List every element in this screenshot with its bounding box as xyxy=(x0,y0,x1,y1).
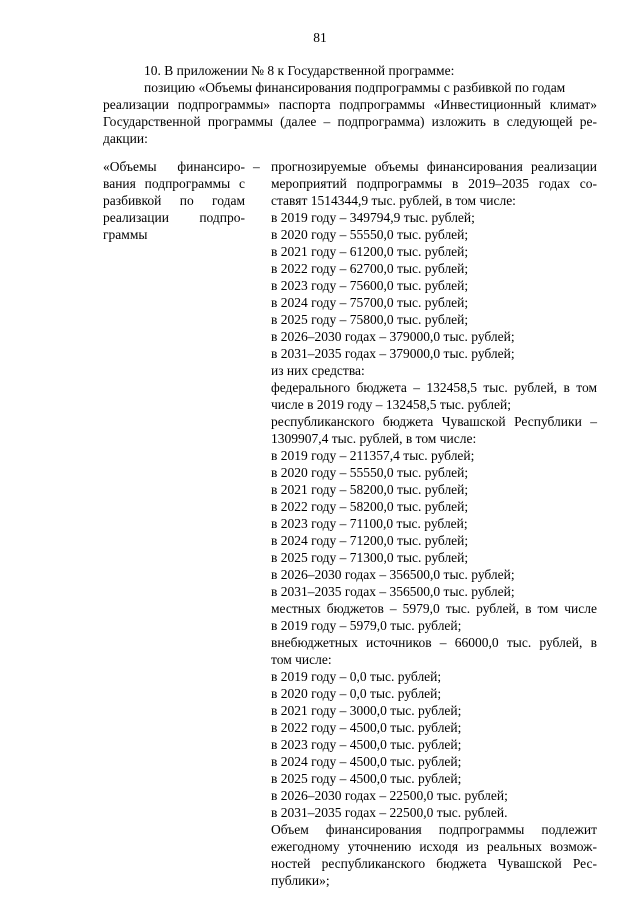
content-line: в 2021 году – 58200,0 тыс. рублей; xyxy=(271,482,469,497)
content-line: федерального бюджета – 132458,5 тыс. рублей, в том xyxy=(271,380,597,395)
intro-line-1: позицию «Объемы финансирования подпрограммы с разбивкой по годам xyxy=(144,80,566,95)
content-line: в 2025 году – 75800,0 тыс. рублей; xyxy=(271,312,469,327)
content-line: из них средства: xyxy=(271,363,365,378)
content-line: в 2022 году – 58200,0 тыс. рублей; xyxy=(271,499,469,514)
content-line: в 2025 году – 71300,0 тыс. рублей; xyxy=(271,550,469,565)
separator-dash: – xyxy=(253,159,260,174)
content-line: в 2020 году – 55550,0 тыс. рублей; xyxy=(271,227,469,242)
content-line: в 2019 году – 5979,0 тыс. рублей; xyxy=(271,618,462,633)
content-line: в 2026–2030 годах – 356500,0 тыс. рублей; xyxy=(271,567,515,582)
content-line: в 2021 году – 3000,0 тыс. рублей; xyxy=(271,703,462,718)
content-line: в 2019 году – 0,0 тыс. рублей; xyxy=(271,669,442,684)
passport-position-content xyxy=(271,158,597,889)
content-line: ностей республиканского бюджета Чувашской Рес- xyxy=(271,856,597,871)
content-line: республиканского бюджета Чувашской Республики – xyxy=(271,414,597,429)
amendment-item-heading: 10. В приложении № 8 к Государственной программе: xyxy=(144,63,455,78)
content-line: в 2021 году – 61200,0 тыс. рублей; xyxy=(271,244,469,259)
content-line: в 2019 году – 211357,4 тыс. рублей; xyxy=(271,448,475,463)
label-line-3: разбивкой по годам xyxy=(103,193,245,208)
content-line: в 2020 году – 0,0 тыс. рублей; xyxy=(271,686,442,701)
intro-line-2: реализации подпрограммы» паспорта подпрограммы «Инвестиционный климат» xyxy=(103,97,597,112)
label-line-4: реализации подпро- xyxy=(103,210,245,225)
intro-line-4: дакции: xyxy=(103,131,148,146)
content-line: в 2031–2035 годах – 356500,0 тыс. рублей; xyxy=(271,584,515,599)
content-line: ставят 1514344,9 тыс. рублей, в том числе: xyxy=(271,193,516,208)
label-line-2: вания подпрограммы с xyxy=(103,176,245,191)
content-line: 1309907,4 тыс. рублей, в том числе: xyxy=(271,431,477,446)
content-line: том числе: xyxy=(271,652,332,667)
content-line: в 2020 году – 55550,0 тыс. рублей; xyxy=(271,465,469,480)
content-line: в 2022 году – 62700,0 тыс. рублей; xyxy=(271,261,469,276)
content-line: в 2026–2030 годах – 379000,0 тыс. рублей; xyxy=(271,329,515,344)
passport-position-label xyxy=(103,158,245,243)
content-line: ежегодному уточнению исходя из реальных возмож- xyxy=(271,839,597,854)
content-line: мероприятий подпрограммы в 2019–2035 годах со- xyxy=(271,176,597,191)
content-line: внебюджетных источников – 66000,0 тыс. рублей, в xyxy=(271,635,597,650)
content-line: в 2023 году – 75600,0 тыс. рублей; xyxy=(271,278,469,293)
label-line-1: «Объемы финансиро- xyxy=(103,159,245,174)
content-line: в 2025 году – 4500,0 тыс. рублей; xyxy=(271,771,462,786)
content-line: местных бюджетов – 5979,0 тыс. рублей, в том числе xyxy=(271,601,597,616)
page-number: 81 xyxy=(313,30,327,45)
content-line: в 2024 году – 71200,0 тыс. рублей; xyxy=(271,533,469,548)
content-line: в 2023 году – 71100,0 тыс. рублей; xyxy=(271,516,468,531)
content-line: в 2023 году – 4500,0 тыс. рублей; xyxy=(271,737,462,752)
content-line: в 2026–2030 годах – 22500,0 тыс. рублей; xyxy=(271,788,508,803)
content-line: публики»; xyxy=(271,873,330,888)
content-line: в 2031–2035 годах – 22500,0 тыс. рублей. xyxy=(271,805,508,820)
content-line: в 2019 году – 349794,9 тыс. рублей; xyxy=(271,210,475,225)
intro-block xyxy=(103,62,597,147)
content-line: числе в 2019 году – 132458,5 тыс. рублей; xyxy=(271,397,512,412)
intro-line-3: Государственной программы (далее – подпрограмма) изложить в следующей ре- xyxy=(103,114,597,129)
content-line: в 2031–2035 годах – 379000,0 тыс. рублей; xyxy=(271,346,515,361)
content-line: Объем финансирования подпрограммы подлежит xyxy=(271,822,597,837)
content-line: в 2024 году – 4500,0 тыс. рублей; xyxy=(271,754,462,769)
content-line: прогнозируемые объемы финансирования реализации xyxy=(271,159,597,174)
content-line: в 2024 году – 75700,0 тыс. рублей; xyxy=(271,295,469,310)
content-line: в 2022 году – 4500,0 тыс. рублей; xyxy=(271,720,462,735)
label-line-5: граммы xyxy=(103,227,148,242)
